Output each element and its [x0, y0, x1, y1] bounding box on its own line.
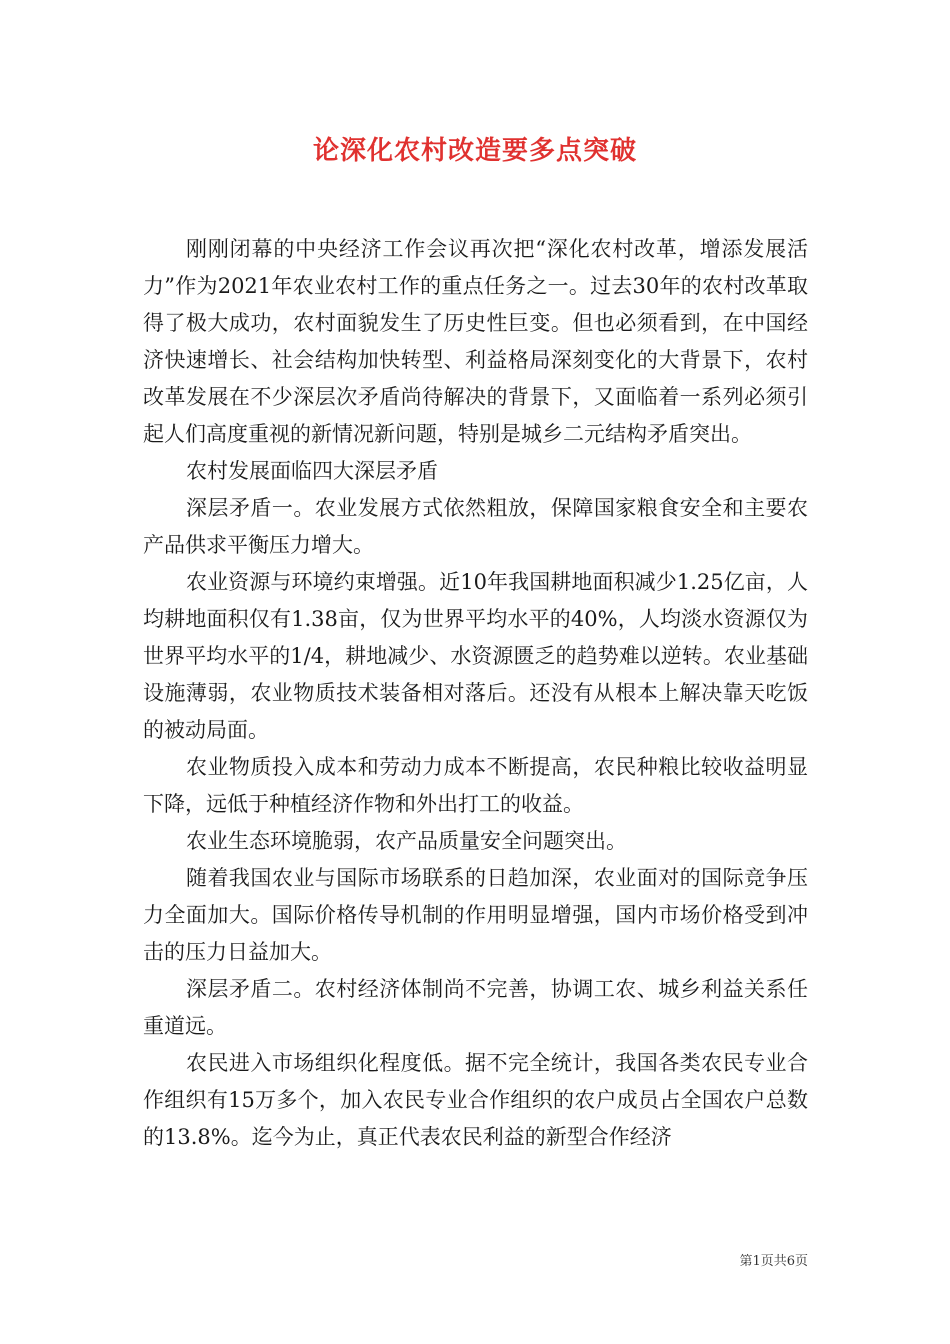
paragraph: 随着我国农业与国际市场联系的日趋加深，农业面对的国际竞争压力全面加大。国际价格传导机制的作用明显增强，国内市场价格受到冲击的压力日益加大。	[143, 866, 808, 964]
paragraph: 农业资源与环境约束增强。近10年我国耕地面积减少1.25亿亩，人均耕地面积仅有1.38亩，仅为世界平均水平的40%，人均淡水资源仅为世界平均水平的1/4，耕地减少、水资源匮乏的趋势难以逆转。农业基础设施薄弱，农业物质技术装备相对落后。还没有从根本上解决靠天吃饭的被动局面。	[143, 570, 808, 742]
paragraph: 农业物质投入成本和劳动力成本不断提高，农民种粮比较收益明显下降，远低于种植经济作物和外出打工的收益。	[143, 755, 808, 816]
paragraph: 刚刚闭幕的中央经济工作会议再次把“深化农村改革，增添发展活力”作为2021年农业农村工作的重点任务之一。过去30年的农村改革取得了极大成功，农村面貌发生了历史性巨变。但也必须看到，在中国经济快速增长、社会结构加快转型、利益格局深刻变化的大背景下，农村改革发展在不少深层次矛盾尚待解决的背景下，又面临着一系列必须引起人们高度重视的新情况新问题，特别是城乡二元结构矛盾突出。	[143, 237, 808, 446]
paragraph: 深层矛盾二。农村经济体制尚不完善，协调工农、城乡利益关系任重道远。	[143, 977, 808, 1038]
paragraph: 农民进入市场组织化程度低。据不完全统计，我国各类农民专业合作组织有15万多个，加入农民专业合作组织的农户成员占全国农户总数的13.8%。迄今为止，真正代表农民利益的新型合作经济	[143, 1051, 808, 1149]
section-heading: 农村发展面临四大深层矛盾	[186, 459, 438, 483]
paragraph: 农业生态环境脆弱，农产品质量安全问题突出。	[186, 829, 627, 853]
document-title: 论深化农村改造要多点突破	[312, 136, 637, 166]
page-number: 第1页共6页	[739, 1254, 808, 1269]
document-body	[143, 231, 808, 1156]
paragraph: 深层矛盾一。农业发展方式依然粗放，保障国家粮食安全和主要农产品供求平衡压力增大。	[143, 496, 808, 557]
